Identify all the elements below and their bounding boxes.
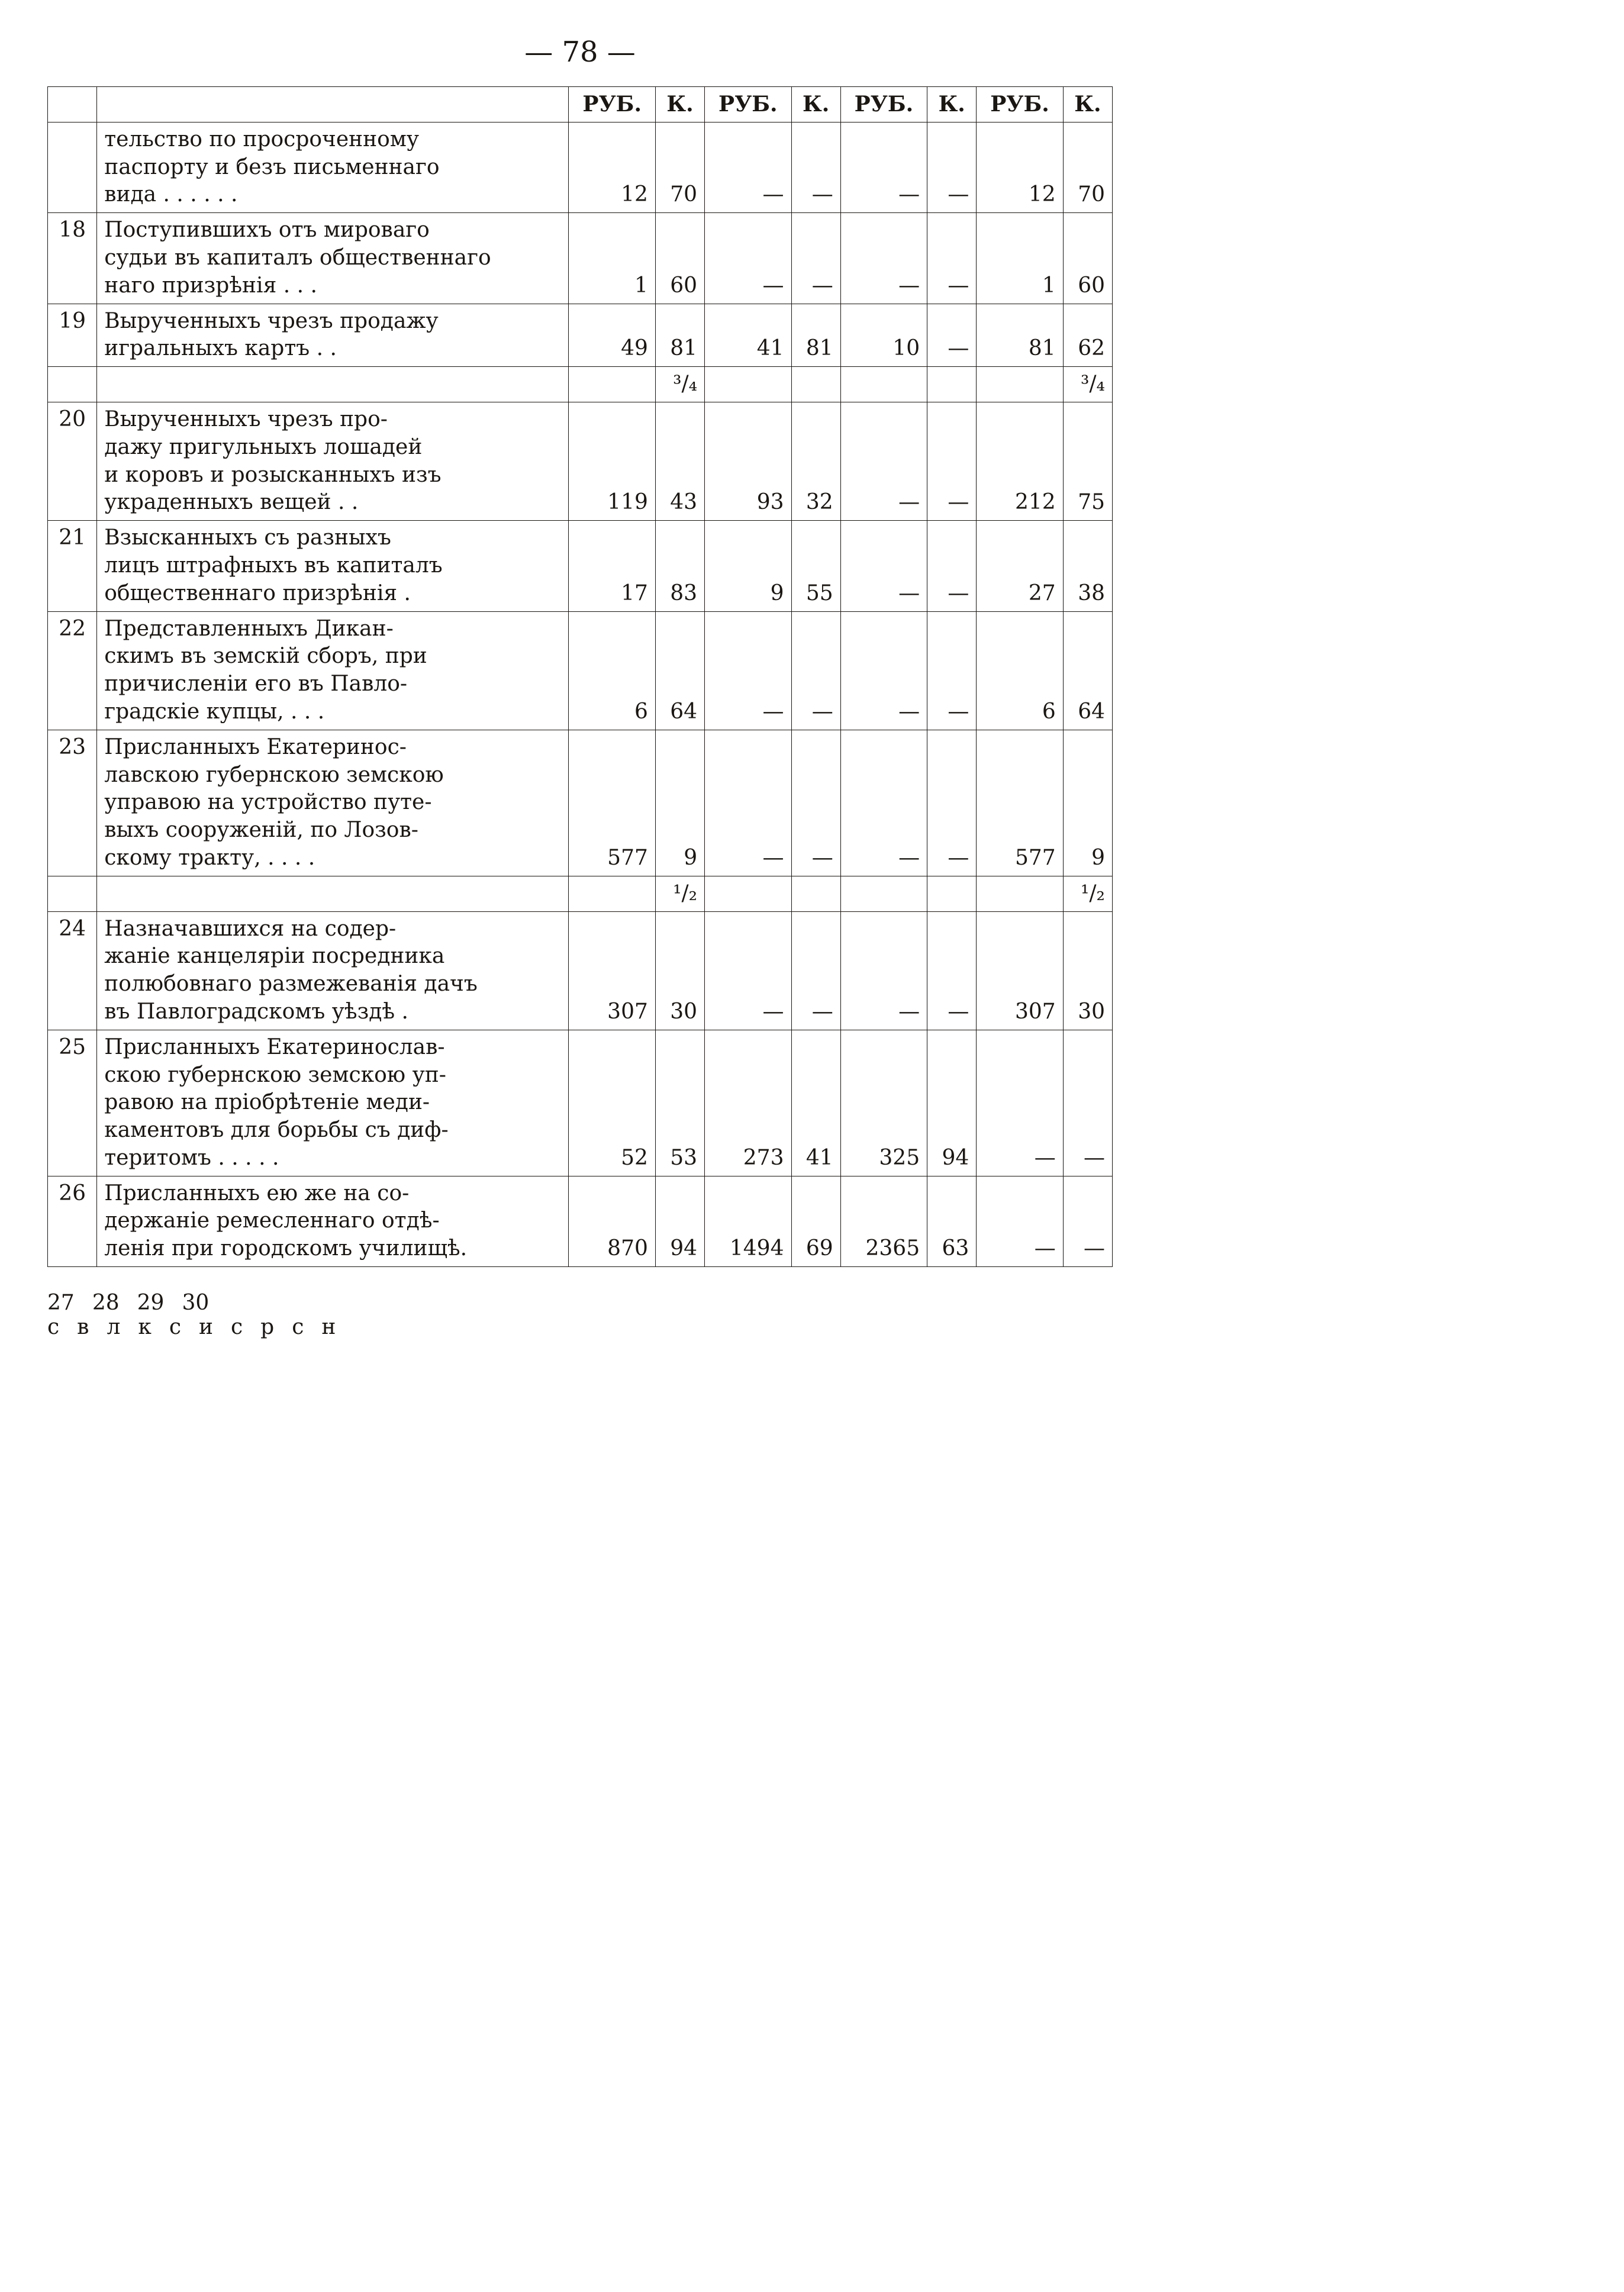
facing-letter: с <box>169 1315 181 1340</box>
row-text <box>97 367 569 402</box>
rub-cell: — <box>840 911 927 1030</box>
table-row <box>48 521 1113 611</box>
text-line: управою на устройство путе- <box>104 790 432 815</box>
row-text <box>97 730 569 876</box>
text-line: Вырученныхъ чрезъ продажу <box>104 308 439 333</box>
text-line: лицъ штрафныхъ въ капиталъ <box>104 553 443 578</box>
kop-cell: — <box>927 402 977 520</box>
text-line: Взысканныхъ съ разныхъ <box>104 526 391 550</box>
text-line: паспорту и безъ письменнаго <box>104 154 440 179</box>
rub-cell: — <box>705 911 791 1030</box>
rub-cell: 12 <box>569 122 655 212</box>
kop-cell: 81 <box>655 304 704 367</box>
facing-letter: к <box>138 1315 152 1340</box>
row-text <box>97 122 569 212</box>
text-line: полюбовнаго размежеванія дачъ <box>104 972 478 997</box>
rub-cell: — <box>840 730 927 876</box>
kop-cell: — <box>1063 1030 1112 1176</box>
text-line: равою на пріобрѣтеніе меди- <box>104 1090 430 1115</box>
kop-cell: 30 <box>655 911 704 1030</box>
rub-cell: — <box>840 213 927 304</box>
kop-cell: 9 <box>1063 730 1112 876</box>
rub-cell <box>840 876 927 911</box>
kop-cell: 69 <box>791 1176 840 1266</box>
row-text <box>97 611 569 730</box>
table-row <box>48 611 1113 730</box>
page-body <box>0 0 1160 1375</box>
table-row <box>48 876 1113 911</box>
facing-letter: и <box>199 1315 213 1340</box>
kop-cell: 53 <box>655 1030 704 1176</box>
rub-cell <box>977 367 1063 402</box>
table-row <box>48 1030 1113 1176</box>
rub-cell: 93 <box>705 402 791 520</box>
text-line: скому тракту, . . . . <box>104 845 315 870</box>
rub-cell <box>569 367 655 402</box>
facing-number: 30 <box>182 1291 210 1316</box>
header-text <box>97 87 569 123</box>
kop-cell: 60 <box>1063 213 1112 304</box>
kop-cell: 9 <box>655 730 704 876</box>
kop-cell <box>927 876 977 911</box>
facing-letter: с <box>292 1315 304 1340</box>
text-line: выхъ сооруженій, по Лозов- <box>104 818 418 843</box>
kop-cell: 70 <box>1063 122 1112 212</box>
rub-cell: 1 <box>977 213 1063 304</box>
text-line: наго призрѣнія . . . <box>104 273 317 298</box>
row-text <box>97 1176 569 1266</box>
row-number <box>48 367 97 402</box>
table-row <box>48 122 1113 212</box>
header-cell: РУБ. <box>977 87 1063 123</box>
text-line: въ Павлоградскомъ уѣздѣ . <box>104 999 408 1024</box>
facing-page <box>47 1291 1113 1339</box>
kop-cell: ¹/₂ <box>1063 876 1112 911</box>
table-row <box>48 213 1113 304</box>
rub-cell: — <box>840 611 927 730</box>
rub-cell: — <box>705 730 791 876</box>
rub-cell: 6 <box>977 611 1063 730</box>
row-text <box>97 911 569 1030</box>
kop-cell: 94 <box>655 1176 704 1266</box>
kop-cell: 55 <box>791 521 840 611</box>
text-line: скимъ въ земскій сборъ, при <box>104 644 427 669</box>
table-row <box>48 730 1113 876</box>
row-text <box>97 1030 569 1176</box>
kop-cell: 63 <box>927 1176 977 1266</box>
rub-cell <box>840 367 927 402</box>
kop-cell: — <box>927 304 977 367</box>
text-line: Поступившихъ отъ мироваго <box>104 218 430 243</box>
row-number: 24 <box>48 911 97 1030</box>
kop-cell <box>791 367 840 402</box>
kop-cell: 32 <box>791 402 840 520</box>
text-line: дажу пригульныхъ лошадей <box>104 434 423 459</box>
table-row <box>48 1176 1113 1266</box>
rub-cell: 27 <box>977 521 1063 611</box>
text-line: жаніе канцеляріи посредника <box>104 944 445 969</box>
rub-cell: — <box>977 1176 1063 1266</box>
rub-cell: 81 <box>977 304 1063 367</box>
facing-letter: р <box>260 1315 275 1340</box>
rub-cell <box>705 367 791 402</box>
row-text <box>97 402 569 520</box>
text-line: Назначавшихся на содер- <box>104 916 397 941</box>
rub-cell: 10 <box>840 304 927 367</box>
row-text <box>97 213 569 304</box>
facing-number: 27 <box>47 1291 75 1316</box>
kop-cell: — <box>791 122 840 212</box>
kop-cell: 75 <box>1063 402 1112 520</box>
rub-cell: 212 <box>977 402 1063 520</box>
facing-page-numbers <box>47 1291 1113 1315</box>
rub-cell: 52 <box>569 1030 655 1176</box>
rub-cell: 9 <box>705 521 791 611</box>
row-number: 20 <box>48 402 97 520</box>
text-line: Представленныхъ Дикан- <box>104 616 394 641</box>
table-row <box>48 911 1113 1030</box>
kop-cell: ¹/₂ <box>655 876 704 911</box>
header-cell: К. <box>927 87 977 123</box>
rub-cell: — <box>840 402 927 520</box>
text-line: игральныхъ картъ . . <box>104 336 337 361</box>
header-cell: К. <box>655 87 704 123</box>
row-number <box>48 876 97 911</box>
rub-cell: — <box>705 122 791 212</box>
row-number: 19 <box>48 304 97 367</box>
header-cell: РУБ. <box>840 87 927 123</box>
rub-cell: 49 <box>569 304 655 367</box>
row-text <box>97 304 569 367</box>
kop-cell: — <box>791 213 840 304</box>
text-line: ленія при городскомъ училищѣ. <box>104 1236 468 1261</box>
text-line: судьи въ капиталъ общественнаго <box>104 245 491 270</box>
rub-cell: 577 <box>977 730 1063 876</box>
rub-cell: 307 <box>569 911 655 1030</box>
facing-number: 28 <box>92 1291 120 1316</box>
rub-cell: 1 <box>569 213 655 304</box>
header-num <box>48 87 97 123</box>
rub-cell <box>569 876 655 911</box>
rub-cell <box>977 876 1063 911</box>
text-line: Присланныхъ ею же на со- <box>104 1181 410 1205</box>
text-line: Присланныхъ Екатеринос- <box>104 734 407 759</box>
kop-cell: 41 <box>791 1030 840 1176</box>
header-cell: РУБ. <box>705 87 791 123</box>
row-number: 23 <box>48 730 97 876</box>
rub-cell: 325 <box>840 1030 927 1176</box>
header-cell: К. <box>791 87 840 123</box>
kop-cell: — <box>927 122 977 212</box>
text-line: тельство по просроченному <box>104 127 420 151</box>
rub-cell: 273 <box>705 1030 791 1176</box>
rub-cell: 41 <box>705 304 791 367</box>
kop-cell: — <box>927 730 977 876</box>
kop-cell <box>791 876 840 911</box>
rub-cell: 17 <box>569 521 655 611</box>
page-number: — 78 — <box>524 36 636 69</box>
facing-page-letters <box>47 1315 1113 1339</box>
table-row <box>48 304 1113 367</box>
rub-cell: 12 <box>977 122 1063 212</box>
header-cell: РУБ. <box>569 87 655 123</box>
text-line: градскіе купцы, . . . <box>104 699 325 724</box>
kop-cell: — <box>791 911 840 1030</box>
kop-cell: 94 <box>927 1030 977 1176</box>
kop-cell: 38 <box>1063 521 1112 611</box>
kop-cell: 43 <box>655 402 704 520</box>
row-number: 26 <box>48 1176 97 1266</box>
text-line: лавскою губернскою земскою <box>104 762 444 787</box>
kop-cell: — <box>791 611 840 730</box>
kop-cell: 64 <box>1063 611 1112 730</box>
text-line: Присланныхъ Екатеринослав- <box>104 1034 445 1059</box>
rub-cell: — <box>840 521 927 611</box>
kop-cell: ³/₄ <box>1063 367 1112 402</box>
text-line: украденныхъ вещей . . <box>104 490 359 515</box>
facing-letter: с <box>231 1315 243 1340</box>
rub-cell: 2365 <box>840 1176 927 1266</box>
kop-cell: 30 <box>1063 911 1112 1030</box>
row-number <box>48 122 97 212</box>
text-line: вида . . . . . . <box>104 182 238 207</box>
rub-cell: 577 <box>569 730 655 876</box>
text-line: каментовъ для борьбы съ диф- <box>104 1118 449 1143</box>
row-text <box>97 876 569 911</box>
text-line: и коровъ и розысканныхъ изъ <box>104 462 442 487</box>
kop-cell: — <box>927 911 977 1030</box>
facing-letter: в <box>77 1315 89 1340</box>
kop-cell: — <box>1063 1176 1112 1266</box>
kop-cell: — <box>927 213 977 304</box>
kop-cell: 81 <box>791 304 840 367</box>
row-text <box>97 521 569 611</box>
rub-cell: 307 <box>977 911 1063 1030</box>
text-line: причисленіи его въ Павло- <box>104 672 408 697</box>
kop-cell: — <box>927 611 977 730</box>
kop-cell: — <box>927 521 977 611</box>
rub-cell <box>705 876 791 911</box>
row-number: 22 <box>48 611 97 730</box>
ledger-table <box>47 86 1113 1267</box>
kop-cell: 70 <box>655 122 704 212</box>
facing-letter: л <box>107 1315 121 1340</box>
row-number: 25 <box>48 1030 97 1176</box>
rub-cell: 1494 <box>705 1176 791 1266</box>
kop-cell: — <box>791 730 840 876</box>
text-line: скою губернскою земскою уп- <box>104 1062 446 1087</box>
rub-cell: 870 <box>569 1176 655 1266</box>
facing-letter: с <box>47 1315 60 1340</box>
rub-cell: — <box>840 122 927 212</box>
rub-cell: 6 <box>569 611 655 730</box>
kop-cell: 60 <box>655 213 704 304</box>
header-row <box>48 87 1113 123</box>
ledger-body <box>48 122 1113 1266</box>
text-line: Вырученныхъ чрезъ про- <box>104 407 388 431</box>
rub-cell: — <box>705 611 791 730</box>
rub-cell: — <box>705 213 791 304</box>
kop-cell: 64 <box>655 611 704 730</box>
text-line: общественнаго призрѣнія . <box>104 581 411 605</box>
kop-cell: 83 <box>655 521 704 611</box>
table-row <box>48 402 1113 520</box>
kop-cell: ³/₄ <box>655 367 704 402</box>
kop-cell <box>927 367 977 402</box>
facing-letter: н <box>321 1315 336 1340</box>
text-line: теритомъ . . . . . <box>104 1145 279 1170</box>
row-number: 18 <box>48 213 97 304</box>
header-cell: К. <box>1063 87 1112 123</box>
text-line: держаніе ремесленнаго отдѣ- <box>104 1208 440 1233</box>
rub-cell: — <box>977 1030 1063 1176</box>
rub-cell: 119 <box>569 402 655 520</box>
table-row <box>48 367 1113 402</box>
kop-cell: 62 <box>1063 304 1112 367</box>
row-number: 21 <box>48 521 97 611</box>
facing-number: 29 <box>137 1291 165 1316</box>
